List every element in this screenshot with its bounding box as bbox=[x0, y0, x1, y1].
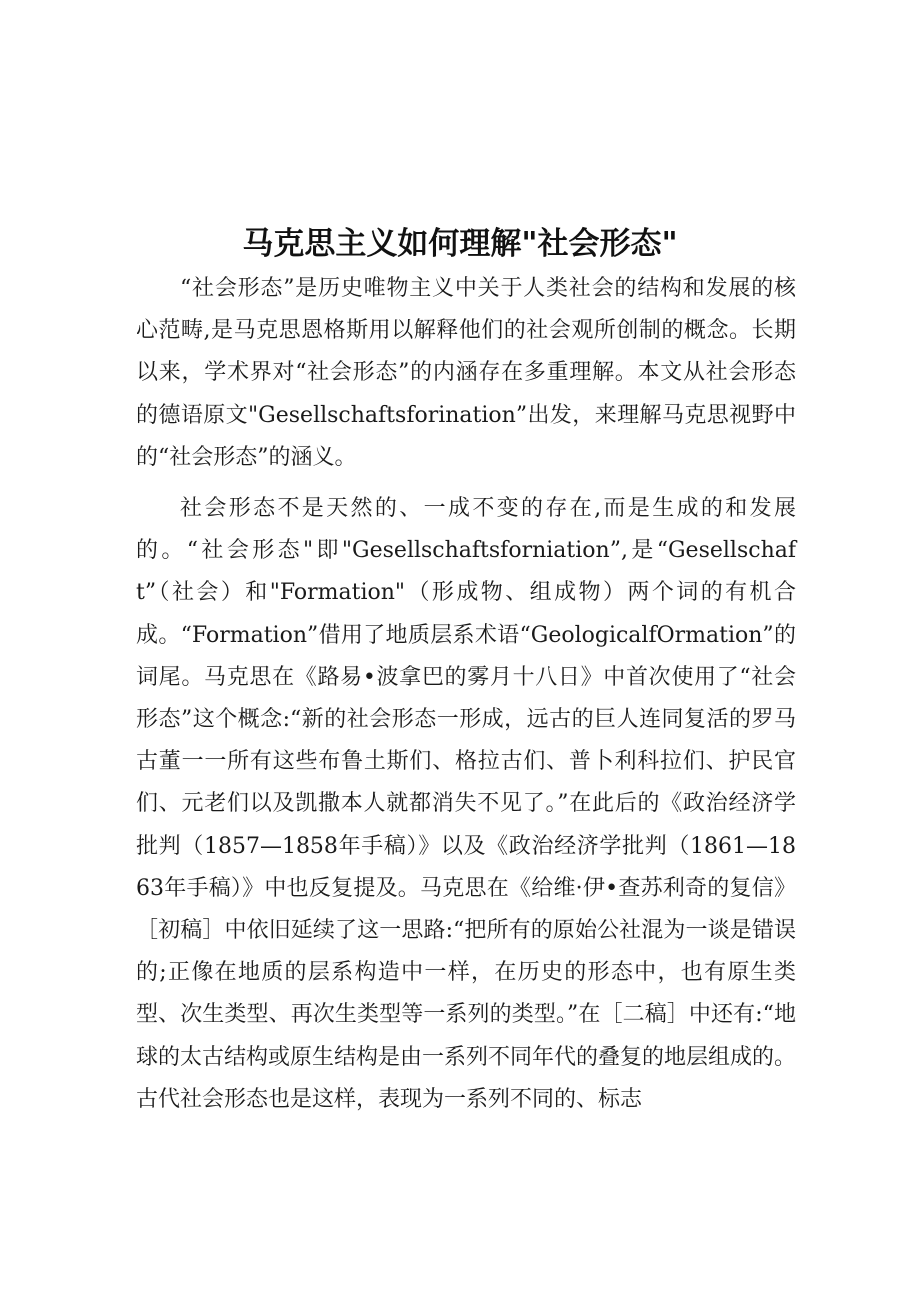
paragraph-body: 社会形态不是天然的、一成不变的存在,而是生成的和发展的。“社会形态"即"Gesellschaftsforniation”,是“Gesellschaft”（社会）和"Formation"（形成物、组成物）两个词的有机合成。“Formation”借用了地质层系术语“GeologicalfOrmation”的词尾。马克思在《路易•波拿巴的雾月十八日》中首次使用了“社会形态”这个概念:“新的社会形态一形成，远古的巨人连同复活的罗马古董一一所有这些布鲁土斯们、格拉古们、普卜利科拉们、护民官们、元老们以及凯撒本人就都消失不见了。”在此后的《政治经济学批判（1857—1858年手稿）》以及《政治经济学批判（1861—1863年手稿）》中也反复提及。马克思在《给维·伊•查苏利奇的复信》［初稿］中依旧延续了这一思路:“把所有的原始公社混为一谈是错误的;正像在地质的层系构造中一样，在历史的形态中，也有原生类型、次生类型、再次生类型等一系列的类型。”在［二稿］中还有:“地球的太古结构或原生结构是由一系列不同年代的叠复的地层组成的。古代社会形态也是这样，表现为一系列不同的、标志 bbox=[136, 496, 797, 1112]
paragraph-intro: “社会形态”是历史唯物主义中关于人类社会的结构和发展的核心范畴,是马克思恩格斯用以解释他们的社会观所创制的概念。长期以来，学术界对“社会形态”的内涵存在多重理解。本文从社会形态的德语原文"Gesellschaftsforination”出发，来理解马克思视野中的“社会形态”的涵义。 bbox=[136, 276, 796, 470]
document-title: 马克思主义如何理解"社会形态" bbox=[242, 226, 678, 262]
